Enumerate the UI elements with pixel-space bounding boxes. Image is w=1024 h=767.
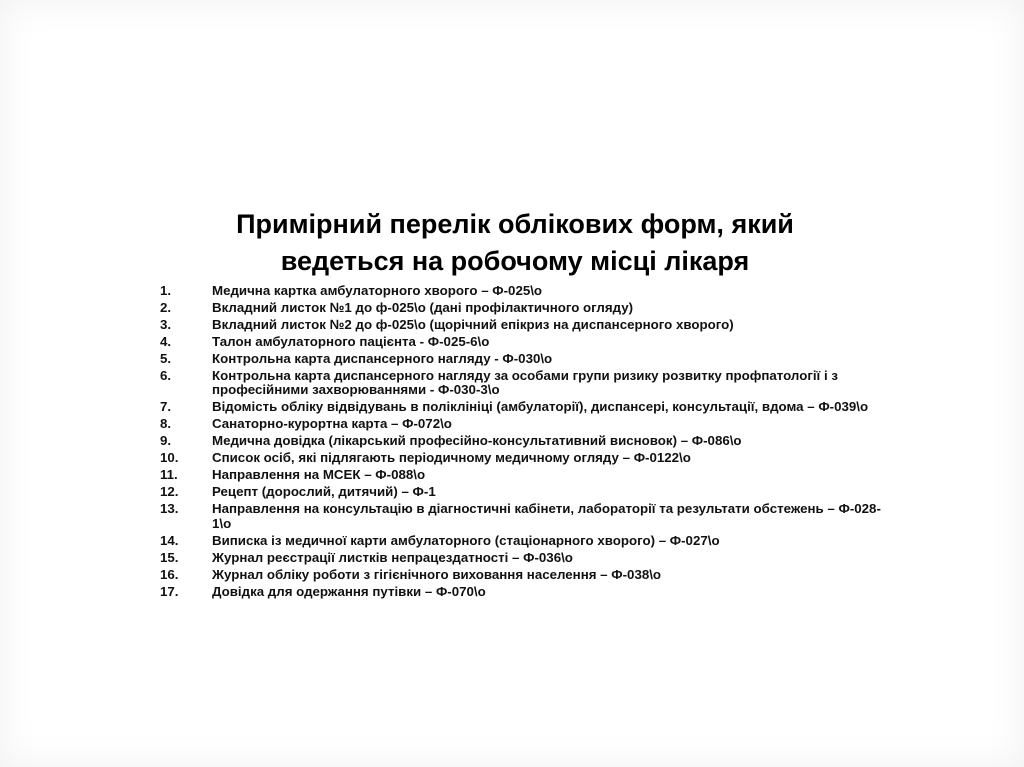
list-item-text: Направлення на МСЕК – Ф-088\о bbox=[212, 467, 426, 483]
list-item bbox=[160, 301, 890, 315]
list-item-text: Журнал реєстрації листків непрацездатності – Ф-036\о bbox=[212, 549, 573, 565]
list-item bbox=[160, 451, 890, 465]
list-item bbox=[160, 284, 890, 298]
list-item-number: 6. bbox=[160, 368, 172, 383]
slide-title-line-2: ведеться на робочому місці лікаря bbox=[280, 246, 750, 276]
list-item-number: 2. bbox=[160, 300, 172, 315]
list-item-text: Контрольна карта диспансерного нагляду - Ф-030\о bbox=[212, 351, 553, 366]
list-item-number: 8. bbox=[160, 416, 172, 432]
list-item-text: Довідка для одержання путівки – Ф-070\о bbox=[212, 583, 486, 599]
list-item-text: Виписка із медичної карти амбулаторного (стаціонарного хворого) – Ф-027\о bbox=[212, 532, 720, 548]
list-item-text: Санаторно-курортна карта – Ф-072\о bbox=[212, 416, 452, 432]
list-item bbox=[160, 335, 890, 349]
list-item-number: 1. bbox=[160, 283, 172, 298]
slide-title-line-1: Примірний перелік облікових форм, який bbox=[236, 209, 794, 239]
list-item-number: 15. bbox=[160, 549, 179, 565]
list-item bbox=[160, 585, 890, 599]
slide-title bbox=[100, 206, 930, 280]
list-item-text: Вкладний листок №1 до ф-025\о (дані профілактичного огляду) bbox=[212, 300, 634, 315]
list-item-number: 3. bbox=[160, 317, 172, 332]
list-item-text: Журнал обліку роботи з гігієнічного виховання населення – Ф-038\о bbox=[212, 566, 662, 582]
list-item-text: Список осіб, які підлягають періодичному медичному огляду – Ф-0122\о bbox=[212, 450, 691, 466]
list-item bbox=[160, 468, 890, 482]
list-item-text: Медична картка амбулаторного хворого – Ф-025\о bbox=[212, 283, 543, 298]
forms-list bbox=[160, 284, 890, 602]
list-item-number: 4. bbox=[160, 334, 172, 349]
list-item bbox=[160, 369, 890, 398]
list-item-text: Вкладний листок №2 до ф-025\о (щорічний епікриз на диспансерного хворого) bbox=[212, 317, 734, 332]
list-item-text: Медична довідка (лікарський професійно-консультативний висновок) – Ф-086\о bbox=[212, 433, 742, 449]
list-item bbox=[160, 352, 890, 366]
list-item-text: Талон амбулаторного пацієнта - Ф-025-6\о bbox=[212, 334, 490, 349]
list-item-text: Направлення на консультацію в діагностичні кабінети, лабораторії та результати обстежень – Ф-028-1\о bbox=[212, 501, 881, 531]
list-item-number: 9. bbox=[160, 433, 172, 449]
list-item bbox=[160, 568, 890, 582]
list-item-text: Контрольна карта диспансерного нагляду за особами групи ризику розвитку профпатології і з професійними захворюваннями - Ф-030-3\о bbox=[212, 368, 838, 398]
list-item-number: 7. bbox=[160, 399, 172, 415]
list-item bbox=[160, 485, 890, 499]
list-item-number: 14. bbox=[160, 532, 179, 548]
list-item-number: 5. bbox=[160, 351, 172, 366]
list-item-number: 12. bbox=[160, 484, 179, 500]
list-item-number: 10. bbox=[160, 450, 179, 466]
list-item bbox=[160, 551, 890, 565]
list-item-text: Рецепт (дорослий, дитячий) – Ф-1 bbox=[212, 484, 436, 500]
list-item bbox=[160, 502, 890, 531]
list-item bbox=[160, 417, 890, 431]
list-item bbox=[160, 400, 890, 414]
list-item bbox=[160, 318, 890, 332]
list-item-number: 16. bbox=[160, 566, 179, 582]
list-item bbox=[160, 534, 890, 548]
list-item-number: 11. bbox=[160, 467, 178, 483]
list-item-text: Відомість обліку відвідувань в поліклініці (амбулаторії), диспансері, консультації, вдома – Ф-039\о bbox=[212, 399, 869, 415]
list-item-number: 13. bbox=[160, 501, 179, 517]
list-item bbox=[160, 434, 890, 448]
list-item-number: 17. bbox=[160, 583, 179, 599]
